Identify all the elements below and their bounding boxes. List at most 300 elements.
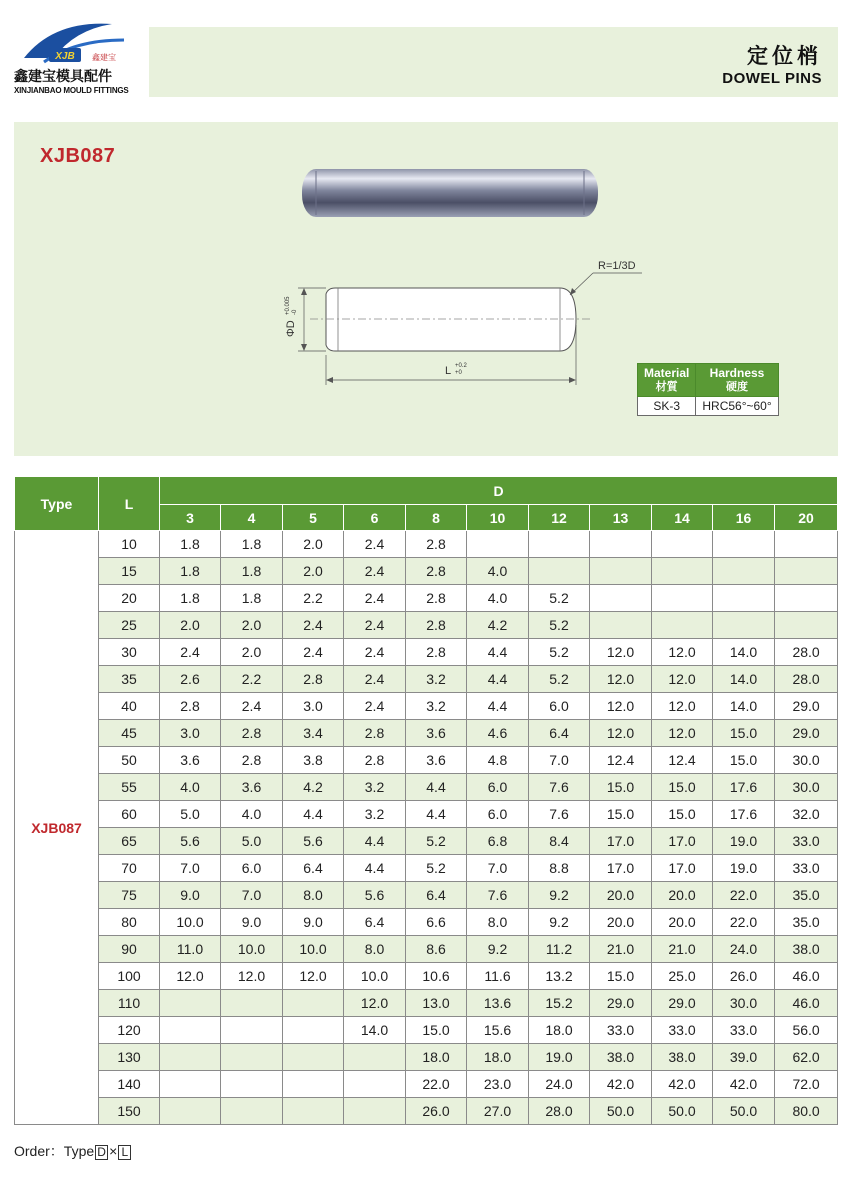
table-cell: 9.0 [160, 882, 221, 909]
table-cell: 29.0 [590, 990, 652, 1017]
table-cell: 4.4 [467, 693, 529, 720]
table-cell: 1.8 [160, 585, 221, 612]
table-cell: 10.0 [344, 963, 406, 990]
length-cell: 140 [99, 1071, 160, 1098]
table-cell: 33.0 [713, 1017, 775, 1044]
table-cell: 13.2 [529, 963, 590, 990]
table-cell [529, 531, 590, 558]
table-cell [590, 558, 652, 585]
logo-badge: XJB [55, 51, 75, 62]
table-cell: 3.6 [406, 720, 467, 747]
length-tol-upper: +0.2 [455, 363, 467, 369]
table-cell: 4.0 [160, 774, 221, 801]
type-header: Type [15, 477, 99, 531]
table-cell: 50.0 [590, 1098, 652, 1125]
table-cell [160, 1044, 221, 1071]
diameter-tol-upper: +0.005 [285, 296, 291, 315]
table-cell: 2.8 [344, 747, 406, 774]
table-cell: 2.0 [221, 639, 283, 666]
table-row [15, 693, 838, 720]
table-cell: 2.4 [344, 585, 406, 612]
d-header: D [160, 477, 838, 505]
length-cell: 10 [99, 531, 160, 558]
table-cell: 15.0 [713, 720, 775, 747]
technical-drawing [280, 255, 660, 395]
table-cell: 3.0 [283, 693, 344, 720]
table-cell [775, 585, 838, 612]
table-row [15, 1017, 838, 1044]
table-cell: 4.4 [406, 774, 467, 801]
table-cell: 20.0 [652, 882, 713, 909]
table-cell: 8.0 [344, 936, 406, 963]
table-cell: 2.0 [283, 558, 344, 585]
table-cell: 42.0 [652, 1071, 713, 1098]
table-cell [283, 1017, 344, 1044]
radius-note: R=1/3D [598, 260, 636, 272]
table-cell: 7.6 [529, 801, 590, 828]
table-cell: 5.6 [344, 882, 406, 909]
length-cell: 90 [99, 936, 160, 963]
table-cell: 5.6 [160, 828, 221, 855]
table-cell: 4.2 [283, 774, 344, 801]
table-cell: 5.2 [529, 639, 590, 666]
table-cell [160, 1071, 221, 1098]
table-cell: 2.4 [221, 693, 283, 720]
table-cell: 15.0 [590, 774, 652, 801]
table-cell: 33.0 [652, 1017, 713, 1044]
order-note [14, 1141, 132, 1161]
table-cell: 10.0 [160, 909, 221, 936]
table-cell: 14.0 [713, 693, 775, 720]
table-cell: 29.0 [652, 990, 713, 1017]
table-cell [467, 531, 529, 558]
table-cell: 5.0 [221, 828, 283, 855]
table-cell: 28.0 [529, 1098, 590, 1125]
table-cell: 15.0 [713, 747, 775, 774]
table-cell: 17.0 [590, 855, 652, 882]
table-cell: 19.0 [713, 855, 775, 882]
table-cell: 2.8 [283, 666, 344, 693]
table-cell: 33.0 [775, 828, 838, 855]
material-value: SK-3 [638, 397, 696, 416]
table-row [15, 855, 838, 882]
table-cell: 6.4 [344, 909, 406, 936]
table-cell: 7.0 [160, 855, 221, 882]
table-cell: 2.8 [406, 612, 467, 639]
product-code: XJB087 [40, 145, 116, 167]
length-cell: 20 [99, 585, 160, 612]
table-cell: 12.0 [652, 666, 713, 693]
table-cell: 2.0 [221, 612, 283, 639]
table-cell: 28.0 [775, 639, 838, 666]
table-cell: 2.4 [283, 612, 344, 639]
table-cell: 14.0 [344, 1017, 406, 1044]
table-cell: 2.8 [406, 558, 467, 585]
table-cell: 3.6 [160, 747, 221, 774]
table-cell: 38.0 [652, 1044, 713, 1071]
table-cell [713, 585, 775, 612]
table-cell: 12.0 [590, 639, 652, 666]
table-cell: 2.0 [160, 612, 221, 639]
table-cell: 6.8 [467, 828, 529, 855]
table-cell: 2.8 [344, 720, 406, 747]
table-cell: 46.0 [775, 963, 838, 990]
diameter-tol-lower: -0 [292, 309, 298, 315]
table-cell: 8.8 [529, 855, 590, 882]
table-cell: 2.8 [406, 639, 467, 666]
table-cell: 2.8 [221, 720, 283, 747]
table-cell: 3.6 [406, 747, 467, 774]
length-label: L [445, 365, 452, 377]
table-cell [221, 1017, 283, 1044]
table-cell [283, 1098, 344, 1125]
table-cell: 5.2 [529, 585, 590, 612]
length-cell: 150 [99, 1098, 160, 1125]
table-cell [775, 531, 838, 558]
table-cell: 12.0 [221, 963, 283, 990]
table-cell: 3.2 [406, 693, 467, 720]
table-cell: 2.6 [160, 666, 221, 693]
table-cell: 9.2 [529, 882, 590, 909]
table-cell [590, 531, 652, 558]
table-cell: 2.8 [160, 693, 221, 720]
table-cell: 3.2 [344, 801, 406, 828]
table-cell: 12.4 [652, 747, 713, 774]
table-cell: 7.6 [467, 882, 529, 909]
table-cell [283, 990, 344, 1017]
hardness-header [696, 364, 778, 397]
table-cell: 5.6 [283, 828, 344, 855]
table-cell: 15.0 [652, 801, 713, 828]
table-cell [590, 585, 652, 612]
table-row [15, 666, 838, 693]
table-cell: 26.0 [713, 963, 775, 990]
table-cell: 3.6 [221, 774, 283, 801]
length-cell: 75 [99, 882, 160, 909]
table-cell: 2.4 [344, 612, 406, 639]
table-cell [713, 612, 775, 639]
logo-name-cn: 鑫建宝模具配件 [14, 69, 112, 85]
table-cell: 2.8 [406, 531, 467, 558]
table-row [15, 936, 838, 963]
length-cell: 120 [99, 1017, 160, 1044]
table-cell: 11.2 [529, 936, 590, 963]
hardness-header-cn: 硬度 [726, 380, 749, 393]
table-cell: 56.0 [775, 1017, 838, 1044]
length-cell: 30 [99, 639, 160, 666]
table-cell: 39.0 [713, 1044, 775, 1071]
table-cell: 9.0 [221, 909, 283, 936]
table-cell: 14.0 [713, 666, 775, 693]
material-header-cn: 材質 [655, 380, 678, 393]
length-cell: 25 [99, 612, 160, 639]
table-cell: 4.4 [344, 828, 406, 855]
table-cell: 6.4 [283, 855, 344, 882]
order-l-box: L [118, 1145, 131, 1160]
table-cell: 30.0 [775, 774, 838, 801]
table-cell [590, 612, 652, 639]
d-value-header: 4 [221, 505, 283, 531]
d-value-header: 10 [467, 505, 529, 531]
table-cell: 12.0 [344, 990, 406, 1017]
table-cell: 12.0 [652, 693, 713, 720]
table-cell: 2.2 [283, 585, 344, 612]
logo-name-en: XINJIANBAO MOULD FITTINGS [14, 86, 129, 95]
d-value-header: 6 [344, 505, 406, 531]
table-row [15, 720, 838, 747]
dowel-pin-image [300, 167, 600, 219]
table-cell: 3.0 [160, 720, 221, 747]
table-cell: 20.0 [590, 909, 652, 936]
table-row [15, 585, 838, 612]
table-cell: 12.0 [652, 720, 713, 747]
table-cell: 4.4 [467, 639, 529, 666]
table-cell [283, 1044, 344, 1071]
table-cell: 50.0 [652, 1098, 713, 1125]
table-cell [652, 585, 713, 612]
table-cell: 15.0 [652, 774, 713, 801]
table-cell: 35.0 [775, 882, 838, 909]
table-cell: 2.4 [344, 639, 406, 666]
table-cell: 3.4 [283, 720, 344, 747]
table-cell: 3.8 [283, 747, 344, 774]
d-value-header: 14 [652, 505, 713, 531]
page-title-en: DOWEL PINS [722, 70, 822, 87]
table-cell [775, 612, 838, 639]
table-cell: 8.6 [406, 936, 467, 963]
table-cell: 4.8 [467, 747, 529, 774]
table-cell: 15.0 [590, 801, 652, 828]
length-cell: 70 [99, 855, 160, 882]
table-cell [344, 1044, 406, 1071]
table-cell: 4.4 [344, 855, 406, 882]
table-cell: 4.0 [467, 585, 529, 612]
table-cell [160, 990, 221, 1017]
table-cell: 5.2 [406, 855, 467, 882]
table-cell: 2.4 [160, 639, 221, 666]
table-cell: 32.0 [775, 801, 838, 828]
table-cell: 17.0 [652, 828, 713, 855]
table-cell: 5.2 [529, 612, 590, 639]
table-cell: 28.0 [775, 666, 838, 693]
table-cell: 72.0 [775, 1071, 838, 1098]
table-row [15, 801, 838, 828]
table-cell: 7.6 [529, 774, 590, 801]
type-cell: XJB087 [15, 531, 99, 1125]
table-row [15, 909, 838, 936]
table-cell: 6.0 [529, 693, 590, 720]
table-cell: 13.0 [406, 990, 467, 1017]
table-cell: 8.4 [529, 828, 590, 855]
table-cell: 17.0 [652, 855, 713, 882]
table-cell: 7.0 [467, 855, 529, 882]
table-cell: 42.0 [713, 1071, 775, 1098]
table-row [15, 1044, 838, 1071]
table-cell [775, 558, 838, 585]
table-cell: 18.0 [467, 1044, 529, 1071]
l-header: L [99, 477, 160, 531]
table-cell: 22.0 [406, 1071, 467, 1098]
table-cell: 2.8 [221, 747, 283, 774]
table-cell: 1.8 [221, 558, 283, 585]
length-cell: 130 [99, 1044, 160, 1071]
table-cell: 3.2 [406, 666, 467, 693]
table-cell: 46.0 [775, 990, 838, 1017]
table-cell: 10.6 [406, 963, 467, 990]
table-row [15, 612, 838, 639]
table-cell [652, 612, 713, 639]
table-row [15, 882, 838, 909]
table-cell: 12.0 [283, 963, 344, 990]
table-cell: 2.0 [283, 531, 344, 558]
table-cell: 6.0 [221, 855, 283, 882]
table-cell: 12.0 [590, 666, 652, 693]
table-row [15, 1071, 838, 1098]
table-cell [221, 1044, 283, 1071]
table-cell: 1.8 [160, 558, 221, 585]
length-cell: 50 [99, 747, 160, 774]
table-cell: 10.0 [283, 936, 344, 963]
table-cell: 2.4 [283, 639, 344, 666]
table-row [15, 558, 838, 585]
length-cell: 80 [99, 909, 160, 936]
table-cell: 5.2 [529, 666, 590, 693]
length-cell: 35 [99, 666, 160, 693]
order-d-box: D [95, 1145, 108, 1160]
table-cell: 2.4 [344, 558, 406, 585]
d-value-header: 16 [713, 505, 775, 531]
table-cell [652, 558, 713, 585]
table-cell: 33.0 [590, 1017, 652, 1044]
table-cell: 5.0 [160, 801, 221, 828]
table-cell: 10.0 [221, 936, 283, 963]
table-cell [344, 1071, 406, 1098]
table-cell: 2.4 [344, 666, 406, 693]
table-cell: 4.4 [467, 666, 529, 693]
material-table [637, 363, 779, 416]
table-cell [160, 1098, 221, 1125]
table-cell: 12.0 [652, 639, 713, 666]
table-cell: 4.4 [406, 801, 467, 828]
table-cell: 11.6 [467, 963, 529, 990]
table-cell: 15.0 [590, 963, 652, 990]
table-cell [344, 1098, 406, 1125]
table-cell: 9.2 [529, 909, 590, 936]
length-cell: 110 [99, 990, 160, 1017]
table-cell: 13.6 [467, 990, 529, 1017]
table-cell: 25.0 [652, 963, 713, 990]
length-cell: 45 [99, 720, 160, 747]
table-cell: 23.0 [467, 1071, 529, 1098]
table-row [15, 828, 838, 855]
table-row [15, 990, 838, 1017]
table-cell: 22.0 [713, 909, 775, 936]
length-cell: 60 [99, 801, 160, 828]
table-cell: 12.0 [590, 693, 652, 720]
table-cell [221, 1098, 283, 1125]
table-cell: 21.0 [590, 936, 652, 963]
table-cell: 4.6 [467, 720, 529, 747]
d-value-header: 5 [283, 505, 344, 531]
table-cell: 12.0 [590, 720, 652, 747]
table-cell: 6.6 [406, 909, 467, 936]
table-row [15, 639, 838, 666]
logo-brand-small: 鑫建宝 [92, 53, 116, 62]
table-cell [221, 1071, 283, 1098]
table-cell: 21.0 [652, 936, 713, 963]
table-cell: 6.0 [467, 774, 529, 801]
table-cell: 35.0 [775, 909, 838, 936]
table-cell: 7.0 [221, 882, 283, 909]
table-cell: 6.4 [406, 882, 467, 909]
table-cell: 24.0 [713, 936, 775, 963]
length-cell: 40 [99, 693, 160, 720]
table-cell: 33.0 [775, 855, 838, 882]
table-cell [160, 1017, 221, 1044]
table-cell: 9.0 [283, 909, 344, 936]
table-cell: 17.6 [713, 774, 775, 801]
table-cell: 17.6 [713, 801, 775, 828]
length-cell: 100 [99, 963, 160, 990]
table-cell: 1.8 [160, 531, 221, 558]
table-cell: 20.0 [590, 882, 652, 909]
table-cell: 4.0 [467, 558, 529, 585]
table-cell: 38.0 [775, 936, 838, 963]
length-cell: 55 [99, 774, 160, 801]
table-cell: 20.0 [652, 909, 713, 936]
table-cell: 19.0 [529, 1044, 590, 1071]
material-header-en: Material [644, 366, 690, 380]
table-cell: 29.0 [775, 693, 838, 720]
table-cell: 4.0 [221, 801, 283, 828]
table-row [15, 531, 838, 558]
table-cell: 17.0 [590, 828, 652, 855]
spec-table [14, 476, 838, 1125]
table-cell: 62.0 [775, 1044, 838, 1071]
table-cell: 8.0 [467, 909, 529, 936]
table-cell [529, 558, 590, 585]
table-cell: 27.0 [467, 1098, 529, 1125]
table-cell: 8.0 [283, 882, 344, 909]
table-cell: 4.4 [283, 801, 344, 828]
table-row [15, 1098, 838, 1125]
length-tol-lower: +0 [455, 370, 462, 376]
table-row [15, 774, 838, 801]
table-cell: 2.2 [221, 666, 283, 693]
table-cell [713, 558, 775, 585]
table-cell: 9.2 [467, 936, 529, 963]
diameter-label: ΦD [285, 320, 297, 337]
table-cell: 30.0 [713, 990, 775, 1017]
table-cell: 1.8 [221, 585, 283, 612]
table-cell: 3.2 [344, 774, 406, 801]
table-cell: 11.0 [160, 936, 221, 963]
d-value-header: 3 [160, 505, 221, 531]
order-prefix: Order：Type [14, 1143, 95, 1159]
table-row [15, 963, 838, 990]
table-cell: 2.8 [406, 585, 467, 612]
table-cell: 6.4 [529, 720, 590, 747]
table-cell: 5.2 [406, 828, 467, 855]
table-cell: 1.8 [221, 531, 283, 558]
table-cell: 7.0 [529, 747, 590, 774]
hardness-value: HRC56°~60° [696, 397, 778, 416]
table-cell: 4.2 [467, 612, 529, 639]
table-cell: 18.0 [529, 1017, 590, 1044]
table-cell: 15.6 [467, 1017, 529, 1044]
d-value-header: 8 [406, 505, 467, 531]
page-title-cn: 定位梢 [747, 44, 822, 68]
